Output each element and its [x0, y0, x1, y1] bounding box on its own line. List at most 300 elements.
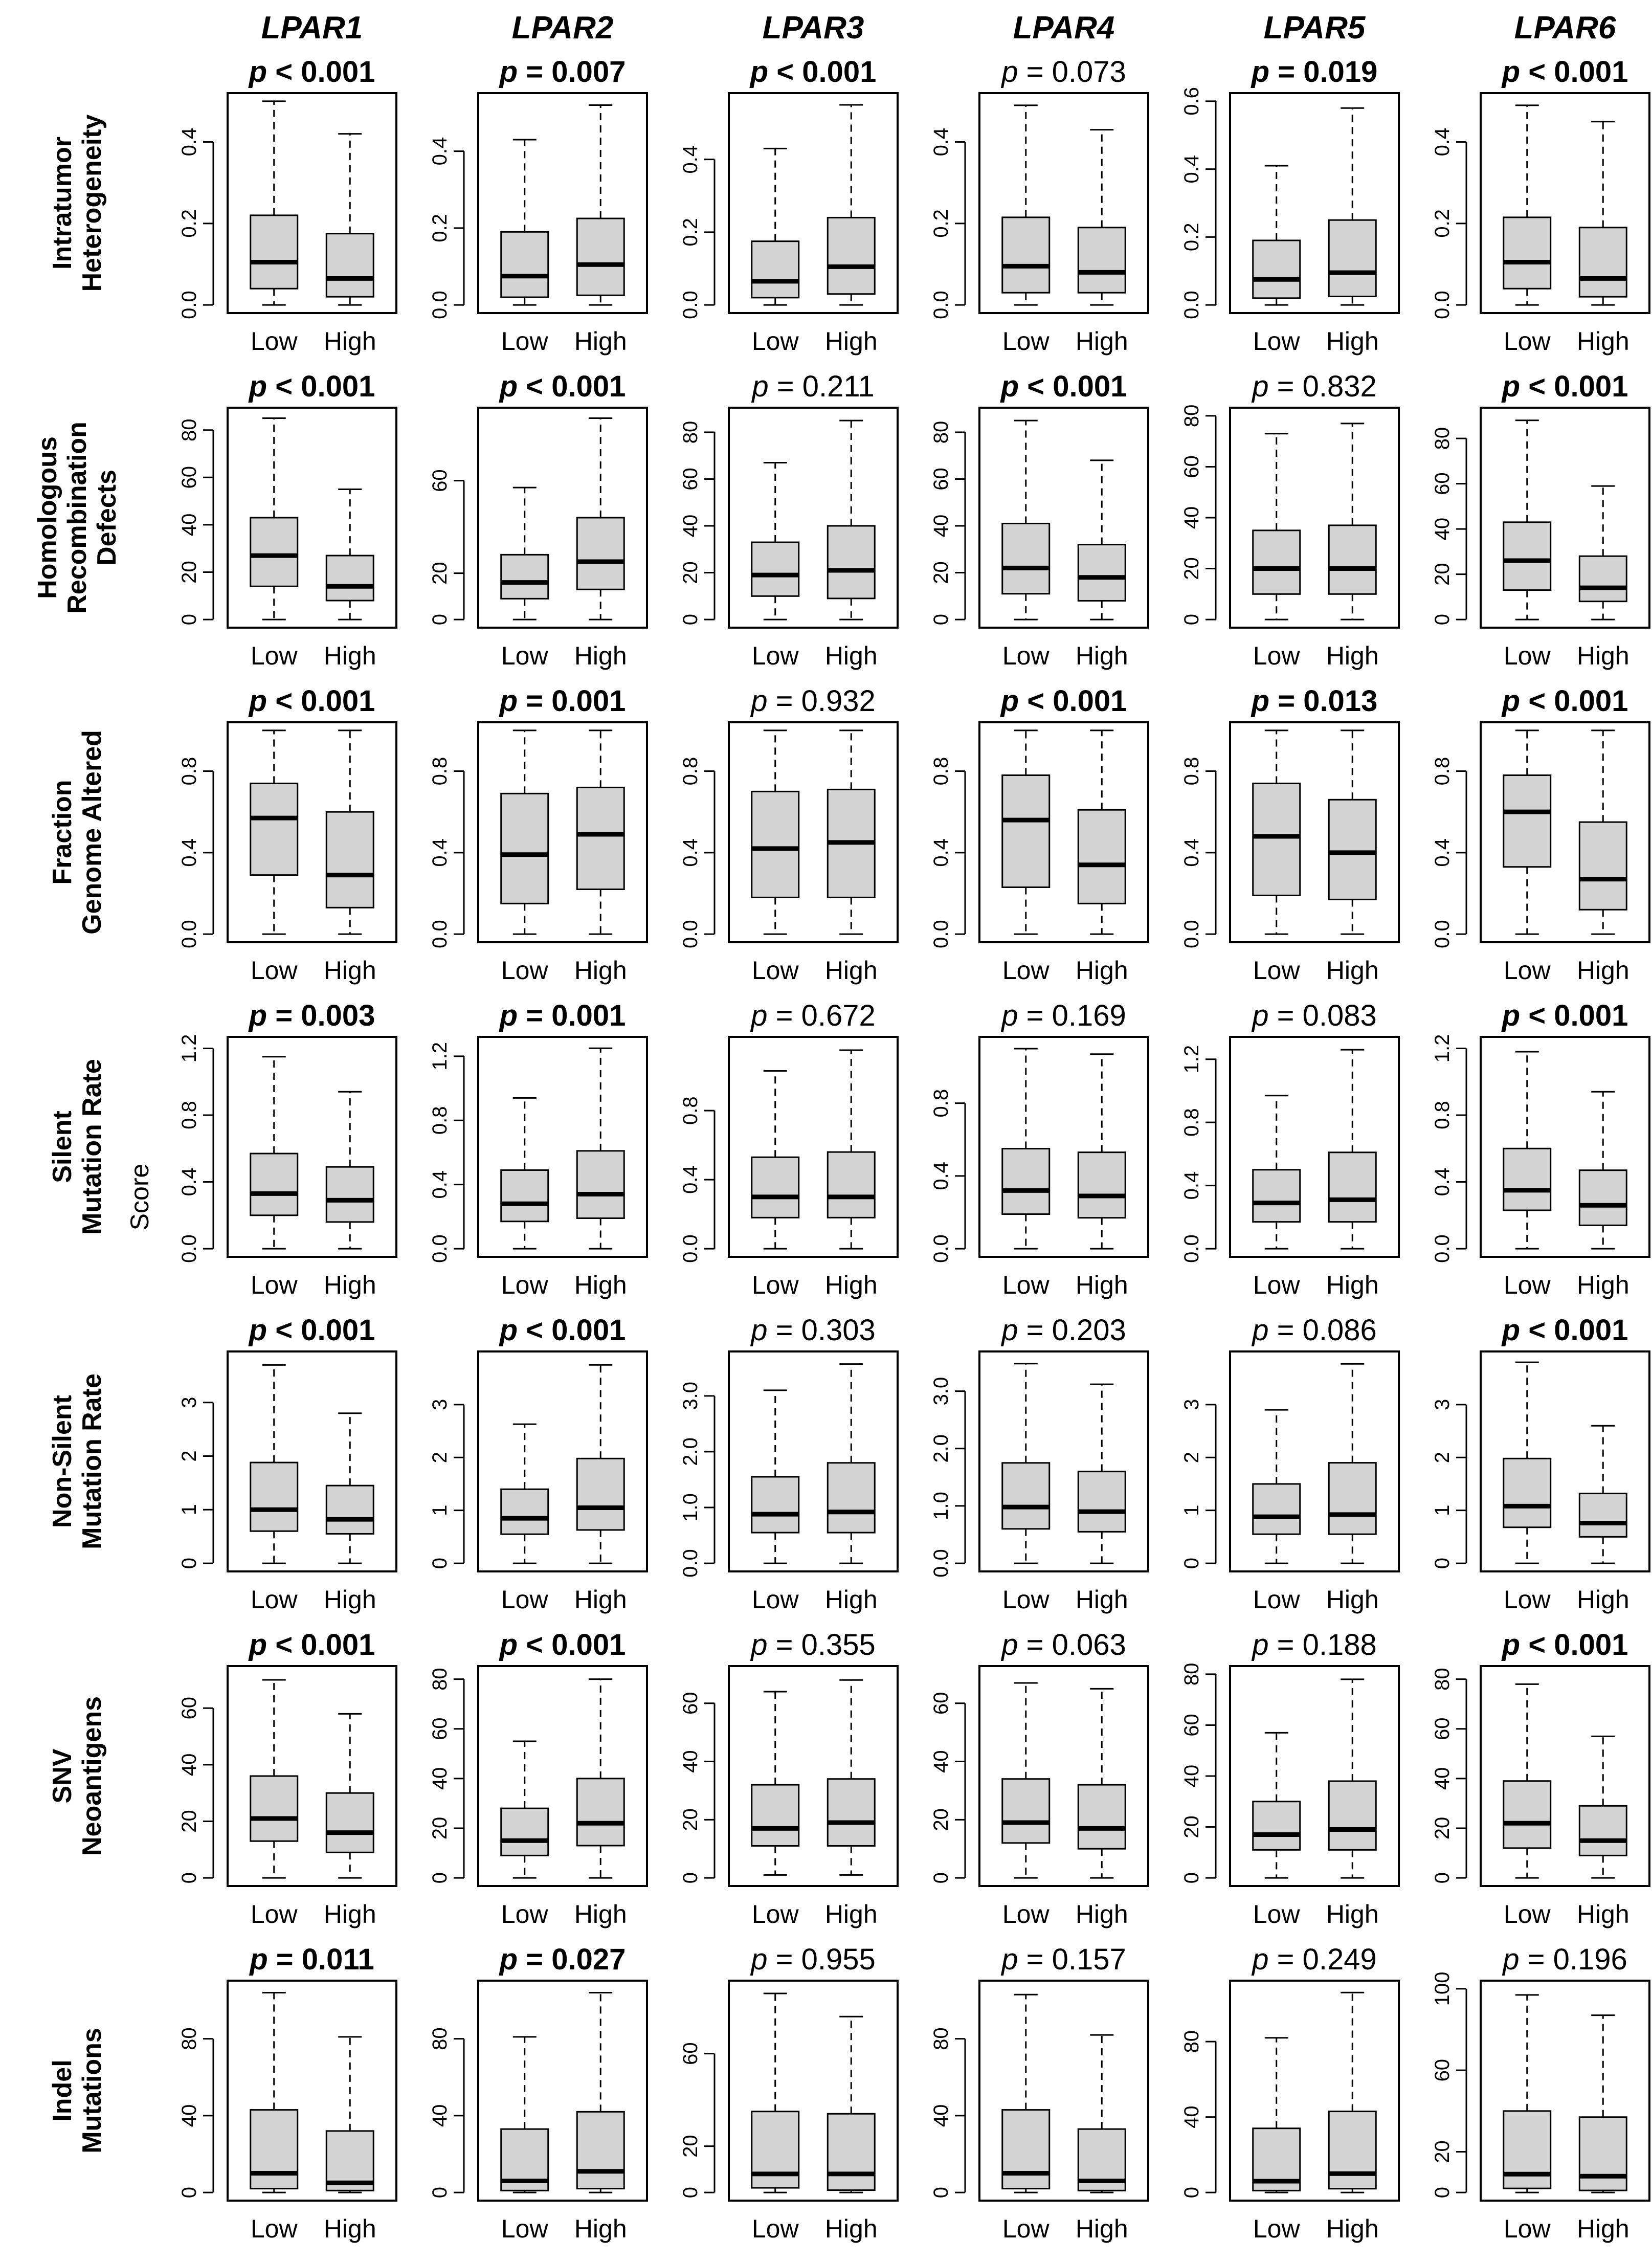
p-value-label: p = 0.955	[751, 1943, 876, 1976]
y-tick-label: 0.8	[429, 1106, 451, 1135]
y-tick-label: 0.8	[1431, 1101, 1454, 1129]
box-low	[251, 1992, 298, 2243]
box-high	[1076, 2035, 1128, 2243]
p-value-text: < 0.001	[1520, 370, 1628, 403]
y-tick-label: 40	[429, 1767, 451, 1790]
box-high	[825, 730, 878, 985]
box-low	[251, 730, 298, 985]
y-tick-label: 0	[178, 2186, 200, 2199]
p-value-text: < 0.001	[1520, 684, 1628, 718]
p-value-label: p < 0.001	[750, 55, 877, 88]
y-tick-label: 0.8	[930, 1089, 952, 1118]
row-label-line: Silent	[48, 1111, 77, 1183]
box-high	[1577, 1092, 1629, 1299]
category-label-low: Low	[501, 641, 548, 670]
y-tick-label: 0.2	[930, 209, 952, 238]
box-high	[574, 1365, 627, 1614]
category-label-high: High	[1576, 1900, 1629, 1928]
y-tick-label: 0	[429, 613, 451, 626]
y-tick-label: 0.0	[679, 1234, 702, 1263]
p-value-text: = 0.211	[768, 370, 875, 403]
iqr-box	[251, 518, 298, 586]
box-high	[1326, 424, 1379, 670]
iqr-box	[1329, 1463, 1376, 1535]
plot-frame	[729, 1351, 898, 1571]
y-tick-label: 0.8	[1180, 757, 1203, 786]
iqr-box	[1504, 217, 1551, 289]
y-tick-label: 100	[1431, 1971, 1454, 2006]
y-tick-label: 0.4	[679, 1165, 702, 1194]
y-tick-label: 60	[1431, 1717, 1454, 1740]
box-low	[1002, 1049, 1050, 1299]
y-tick-label: 0.2	[1431, 209, 1454, 238]
row-label-line: Mutation Rate	[77, 1059, 107, 1235]
y-tick-label: 0.0	[178, 920, 200, 948]
panel-r3-c0	[178, 999, 396, 1299]
y-tick-label: 0.0	[930, 1234, 952, 1263]
row-label-line: Non-Silent	[48, 1395, 77, 1528]
y-tick-label: 20	[429, 562, 451, 585]
y-tick-label: 0	[679, 613, 702, 626]
y-tick-label: 0	[178, 1557, 200, 1569]
y-tick-label: 80	[429, 2027, 451, 2050]
iqr-box	[1253, 1170, 1300, 1222]
panel-r6-c0	[178, 1943, 396, 2243]
row-label-line: Mutation Rate	[77, 1373, 107, 1549]
y-tick-label: 3	[1180, 1399, 1203, 1410]
y-tick-label: 0.8	[178, 757, 200, 786]
iqr-box	[1329, 2112, 1376, 2189]
box-low	[501, 730, 549, 985]
y-tick-label: 0	[930, 2186, 952, 2199]
category-label-low: Low	[1253, 1271, 1300, 1299]
y-tick-label: 0	[930, 613, 952, 626]
p-value-text: = 0.003	[267, 999, 375, 1032]
p-value-label: p = 0.203	[1001, 1314, 1126, 1347]
panel-r2-c2	[679, 684, 898, 985]
box-low	[251, 1680, 298, 1928]
iqr-box	[501, 555, 548, 598]
box-low	[501, 1098, 549, 1299]
box-high	[324, 1092, 376, 1299]
p-value-label: p < 0.001	[499, 370, 626, 403]
y-tick-label: 0.4	[429, 137, 451, 166]
category-label-low: Low	[250, 1585, 298, 1614]
p-value-text: = 0.955	[767, 1943, 876, 1976]
p-value-label: p < 0.001	[1502, 1314, 1628, 1347]
iqr-box	[1329, 1781, 1376, 1850]
category-label-high: High	[1326, 641, 1379, 670]
category-label-low: Low	[501, 327, 548, 356]
p-value-label: p = 0.832	[1252, 370, 1377, 403]
p-value-text: = 0.303	[767, 1314, 876, 1347]
p-value-text: < 0.001	[518, 1628, 626, 1661]
p-value-label: p = 0.007	[499, 55, 626, 88]
panel-r6-c1	[429, 1943, 647, 2243]
y-tick-label: 0.4	[1431, 1167, 1454, 1196]
row-label-line: Neoantigens	[77, 1696, 107, 1856]
p-value-text: = 0.169	[1018, 999, 1126, 1032]
y-tick-label: 0	[1180, 613, 1203, 626]
iqr-box	[1504, 1781, 1551, 1848]
iqr-box	[251, 1776, 298, 1841]
row-label-line: Defects	[92, 470, 122, 566]
y-tick-label: 0.0	[1180, 291, 1203, 319]
iqr-box	[251, 1154, 298, 1215]
box-high	[1577, 2015, 1629, 2243]
box-low	[1504, 1684, 1551, 1928]
y-tick-label: 60	[1180, 1714, 1203, 1737]
row-label-line: Heterogeneity	[77, 114, 107, 292]
y-tick-label: 0	[178, 1872, 200, 1884]
panel-r5-c3	[930, 1628, 1148, 1928]
gene-title-lpar4: LPAR4	[1013, 10, 1115, 46]
p-value-text: = 0.249	[1268, 1943, 1377, 1976]
y-tick-label: 40	[429, 2104, 451, 2127]
y-tick-label: 1.2	[429, 1042, 451, 1071]
y-tick-label: 0.4	[679, 145, 702, 174]
iqr-box	[1329, 220, 1376, 296]
y-tick-label: 60	[679, 2042, 702, 2065]
iqr-box	[251, 1462, 298, 1531]
row-label-line: Indel	[48, 2059, 77, 2122]
iqr-box	[828, 217, 875, 294]
iqr-box	[1329, 800, 1376, 899]
iqr-box	[1579, 822, 1626, 910]
row-label-line: SNV	[48, 1748, 77, 1804]
p-value-label: p = 0.063	[1001, 1628, 1126, 1661]
y-tick-label: 2	[178, 1450, 200, 1462]
category-label-low: Low	[1002, 956, 1050, 985]
y-tick-label: 0.4	[679, 838, 702, 867]
plot-frame	[1230, 1666, 1399, 1886]
p-value-label: p < 0.001	[249, 370, 375, 403]
row-label-line: Recombination	[62, 422, 92, 614]
iqr-box	[326, 1793, 373, 1852]
box-low	[1504, 1362, 1551, 1614]
plot-frame	[478, 1037, 647, 1257]
panel-r5-c5	[1431, 1628, 1649, 1928]
p-value-text: < 0.001	[768, 55, 877, 88]
p-value-label: p = 0.003	[249, 999, 375, 1032]
y-tick-label: 40	[178, 513, 200, 537]
y-tick-label: 0.0	[930, 291, 952, 319]
panel-r3-c3	[930, 999, 1148, 1299]
p-value-text: = 0.672	[767, 999, 876, 1032]
p-value-text: = 0.063	[1018, 1628, 1126, 1661]
box-low	[1253, 1096, 1301, 1299]
box-low	[752, 462, 799, 670]
category-label-low: Low	[1253, 1900, 1300, 1928]
box-high	[825, 1364, 878, 1614]
p-value-text: < 0.001	[518, 1314, 626, 1347]
p-value-label: p = 0.249	[1252, 1943, 1377, 1976]
category-label-high: High	[1075, 2214, 1128, 2243]
plot-frame	[1230, 1351, 1399, 1571]
y-tick-label: 20	[1431, 1816, 1454, 1840]
y-tick-label: 0.4	[930, 127, 952, 157]
iqr-box	[1579, 1806, 1626, 1855]
y-tick-label: 40	[1180, 506, 1203, 529]
box-high	[825, 1680, 878, 1928]
y-tick-label: 0.4	[930, 838, 952, 867]
iqr-box	[752, 542, 799, 596]
iqr-box	[577, 2112, 624, 2188]
panel-r4-c5	[1431, 1314, 1649, 1614]
p-value-label: p < 0.001	[1000, 684, 1127, 718]
y-tick-label: 0.2	[1180, 223, 1203, 252]
p-value-label: p < 0.001	[1000, 370, 1127, 403]
iqr-box	[1078, 545, 1125, 601]
category-label-low: Low	[501, 1271, 548, 1299]
box-low	[251, 1057, 298, 1299]
panel-r6-c2	[679, 1943, 898, 2243]
p-value-label: p < 0.001	[1502, 1628, 1628, 1661]
category-label-low: Low	[1253, 327, 1300, 356]
y-tick-label: 2	[429, 1452, 451, 1463]
category-label-high: High	[1576, 956, 1629, 985]
box-high	[1326, 1050, 1379, 1299]
y-tick-label: 0.0	[1180, 1234, 1203, 1263]
box-high	[1076, 1689, 1128, 1928]
category-label-low: Low	[751, 327, 799, 356]
plot-frame	[228, 1037, 396, 1257]
iqr-box	[1329, 525, 1376, 594]
y-tick-label: 80	[930, 2027, 952, 2050]
box-low	[501, 487, 549, 670]
category-label-low: Low	[1002, 2214, 1050, 2243]
box-low	[501, 140, 549, 356]
category-label-low: Low	[1503, 1271, 1551, 1299]
p-value-label: p < 0.001	[249, 1628, 375, 1661]
y-tick-label: 0	[679, 2186, 702, 2199]
panel-r4-c3	[930, 1314, 1148, 1614]
box-low	[1253, 166, 1301, 356]
p-value-label: p = 0.303	[751, 1314, 876, 1347]
y-tick-label: 0.0	[930, 920, 952, 948]
panel-r1-c5	[1431, 370, 1649, 670]
y-tick-label: 0.4	[1180, 1171, 1203, 1200]
panel-r5-c0	[178, 1628, 396, 1928]
category-label-high: High	[1576, 1585, 1629, 1614]
y-tick-label: 0.4	[1431, 838, 1454, 867]
category-label-high: High	[1576, 2214, 1629, 2243]
category-label-low: Low	[1503, 1900, 1551, 1928]
y-tick-label: 0.8	[679, 1096, 702, 1125]
y-tick-label: 1	[1431, 1504, 1454, 1516]
p-value-text: = 0.019	[1269, 55, 1378, 88]
iqr-box	[326, 1167, 373, 1222]
iqr-box	[1253, 530, 1300, 594]
y-tick-label: 80	[178, 2027, 200, 2050]
box-low	[752, 1390, 799, 1614]
row-label-line: Mutations	[77, 2028, 107, 2154]
row-label-line: Fraction	[48, 780, 77, 885]
p-value-label: p = 0.672	[751, 999, 876, 1032]
y-tick-label: 60	[1431, 472, 1454, 495]
iqr-box	[577, 1779, 624, 1846]
box-low	[501, 2037, 549, 2243]
y-tick-label: 0.0	[429, 920, 451, 948]
p-value-text: = 0.355	[767, 1628, 876, 1661]
box-low	[1002, 1994, 1050, 2243]
category-label-high: High	[824, 641, 878, 670]
category-label-high: High	[1075, 1900, 1128, 1928]
category-label-low: Low	[250, 327, 298, 356]
plot-frame	[228, 1351, 396, 1571]
p-value-text: = 0.073	[1018, 55, 1126, 88]
y-tick-label: 0.0	[1431, 1234, 1454, 1263]
row-label-3	[48, 1059, 107, 1235]
category-label-high: High	[574, 956, 627, 985]
p-value-label: p = 0.932	[751, 684, 876, 718]
category-label-high: High	[1576, 327, 1629, 356]
iqr-box	[1078, 1472, 1125, 1532]
box-low	[752, 148, 799, 356]
iqr-box	[1078, 1152, 1125, 1218]
panel-r0-c5	[1431, 55, 1649, 356]
y-tick-label: 0.0	[1431, 291, 1454, 319]
p-value-label: p = 0.169	[1001, 999, 1126, 1032]
p-value-text: < 0.001	[267, 370, 375, 403]
iqr-box	[1504, 522, 1551, 590]
category-label-low: Low	[751, 1585, 799, 1614]
panel-r0-c3	[930, 55, 1148, 356]
category-label-low: Low	[751, 956, 799, 985]
y-tick-label: 0.4	[1180, 154, 1203, 184]
iqr-box	[326, 812, 373, 907]
panel-r2-c3	[930, 684, 1148, 985]
y-tick-label: 60	[930, 1692, 952, 1715]
category-label-high: High	[824, 1585, 878, 1614]
y-tick-label: 3	[178, 1396, 200, 1408]
box-low	[1253, 730, 1301, 985]
p-value-text: = 0.001	[518, 684, 626, 718]
category-label-high: High	[323, 641, 376, 670]
gene-title-lpar3: LPAR3	[762, 10, 864, 46]
panel-r1-c1	[429, 370, 647, 670]
box-high	[1076, 1384, 1128, 1614]
category-label-low: Low	[1503, 641, 1551, 670]
category-label-high: High	[323, 956, 376, 985]
box-high	[324, 1714, 376, 1928]
y-tick-label: 20	[679, 561, 702, 584]
p-value-label: p = 0.188	[1252, 1628, 1377, 1661]
iqr-box	[752, 2112, 799, 2188]
y-tick-label: 60	[1180, 455, 1203, 478]
box-high	[574, 730, 627, 985]
p-value-text: = 0.086	[1268, 1314, 1377, 1347]
p-value-text: = 0.188	[1268, 1628, 1377, 1661]
iqr-box	[1002, 775, 1050, 888]
box-low	[1253, 1410, 1301, 1614]
y-tick-label: 80	[1180, 2030, 1203, 2053]
p-value-text: < 0.001	[1019, 370, 1127, 403]
p-value-label: p = 0.027	[499, 1943, 626, 1976]
panel-r4-c0	[178, 1314, 396, 1614]
iqr-box	[1002, 1463, 1050, 1529]
box-high	[825, 420, 878, 670]
p-value-label: p = 0.001	[499, 684, 626, 718]
y-tick-label: 0.4	[178, 838, 200, 867]
iqr-box	[1078, 810, 1125, 903]
gene-title-lpar2: LPAR2	[511, 10, 614, 46]
y-tick-label: 20	[429, 1816, 451, 1840]
y-tick-label: 40	[1431, 1767, 1454, 1790]
category-label-low: Low	[501, 956, 548, 985]
box-high	[825, 105, 878, 356]
y-tick-label: 0.4	[429, 838, 451, 867]
category-label-low: Low	[1253, 2214, 1300, 2243]
y-tick-label: 0.0	[178, 1234, 200, 1263]
plot-frame	[729, 1037, 898, 1257]
y-tick-label: 20	[930, 561, 952, 584]
p-value-label: p = 0.013	[1251, 684, 1378, 718]
category-label-high: High	[1326, 327, 1379, 356]
iqr-box	[1579, 556, 1626, 601]
y-tick-label: 0	[1431, 613, 1454, 626]
y-tick-label: 20	[679, 2135, 702, 2158]
iqr-box	[326, 556, 373, 601]
plot-frame	[1230, 1037, 1399, 1257]
y-tick-label: 60	[178, 466, 200, 489]
p-value-label: p < 0.001	[1502, 999, 1628, 1032]
box-low	[1253, 434, 1301, 670]
iqr-box	[1579, 1170, 1626, 1226]
iqr-box	[501, 1808, 548, 1855]
panel-r6-c4	[1180, 1943, 1399, 2243]
category-label-high: High	[1326, 2214, 1379, 2243]
iqr-box	[577, 1151, 624, 1218]
y-tick-label: 20	[1180, 1815, 1203, 1838]
y-tick-label: 80	[178, 418, 200, 441]
iqr-box	[828, 1152, 875, 1217]
p-value-label: p < 0.001	[499, 1628, 626, 1661]
p-value-text: = 0.832	[1268, 370, 1377, 403]
category-label-high: High	[574, 641, 627, 670]
panel-r4-c4	[1180, 1314, 1399, 1614]
y-tick-label: 0	[178, 613, 200, 626]
iqr-box	[752, 1157, 799, 1217]
category-label-low: Low	[501, 2214, 548, 2243]
iqr-box	[1579, 2117, 1626, 2190]
y-tick-label: 40	[930, 514, 952, 538]
y-tick-label: 0.0	[679, 1549, 702, 1578]
y-tick-label: 80	[679, 420, 702, 444]
category-label-high: High	[323, 1900, 376, 1928]
iqr-box	[251, 2110, 298, 2189]
plot-frame	[979, 1351, 1148, 1571]
p-value-text: < 0.001	[1520, 1628, 1628, 1661]
category-label-low: Low	[1253, 1585, 1300, 1614]
y-tick-label: 0.8	[1431, 757, 1454, 786]
box-low	[1504, 1995, 1551, 2243]
y-tick-label: 1.2	[1431, 1034, 1454, 1063]
iqr-box	[1078, 228, 1125, 293]
category-label-low: Low	[501, 1900, 548, 1928]
y-tick-label: 80	[1180, 404, 1203, 428]
box-low	[1504, 105, 1551, 356]
box-low	[1253, 1733, 1301, 1928]
y-tick-label: 60	[429, 1717, 451, 1740]
panel-r1-c3	[930, 370, 1148, 670]
y-tick-label: 0.0	[178, 291, 200, 319]
y-tick-label: 0	[1180, 1557, 1203, 1569]
iqr-box	[501, 1170, 548, 1221]
y-tick-label: 80	[1180, 1662, 1203, 1686]
p-value-label: p = 0.211	[752, 370, 875, 403]
category-label-low: Low	[1503, 956, 1551, 985]
